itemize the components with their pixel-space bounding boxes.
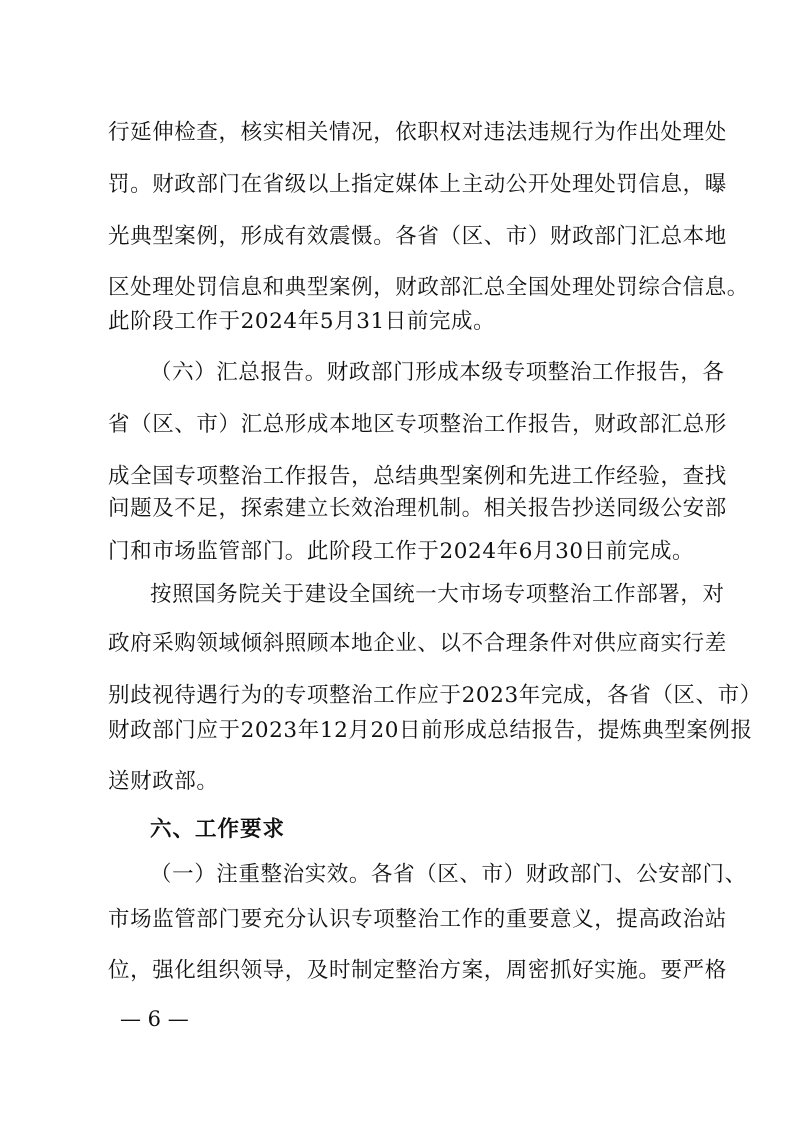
paragraph-line: 罚。财政部门在省级以上指定媒体上主动公开处理处罚信息，曝	[108, 172, 727, 197]
paragraph-line: 光典型案例，形成有效震慑。各省（区、市）财政部门汇总本地	[108, 224, 727, 249]
section-heading: 六、工作要求	[150, 817, 286, 842]
paragraph-line: （一）注重整治实效。各省（区、市）财政部门、公安部门、	[150, 862, 747, 887]
paragraph-line: 省（区、市）汇总形成本地区专项整治工作报告，财政部汇总形	[108, 412, 727, 437]
paragraph-line: 门和市场监管部门。此阶段工作于2024年6月30日前完成。	[108, 539, 695, 564]
paragraph-line: 行延伸检查，核实相关情况，依职权对违法违规行为作出处理处	[108, 120, 727, 145]
paragraph-line: 此阶段工作于2024年5月31日前完成。	[108, 309, 496, 334]
paragraph-line: 送财政部。	[108, 769, 219, 794]
paragraph-line: 成全国专项整治工作报告，总结典型案例和先进工作经验，查找	[108, 464, 727, 489]
paragraph-line: 按照国务院关于建设全国统一大市场专项整治工作部署，对	[150, 582, 725, 607]
paragraph-line: （六）汇总报告。财政部门形成本级专项整治工作报告，各	[150, 360, 725, 385]
paragraph-line: 政府采购领域倾斜照顾本地企业、以不合理条件对供应商实行差	[108, 631, 727, 656]
page-number: — 6 —	[120, 1007, 189, 1031]
paragraph-line: 区处理处罚信息和典型案例，财政部汇总全国处理处罚综合信息。	[108, 275, 749, 300]
paragraph-line: 问题及不足，探索建立长效治理机制。相关报告抄送同级公安部	[108, 496, 727, 521]
paragraph-line: 财政部门应于2023年12月20日前形成总结报告，提炼典型案例报	[108, 718, 753, 743]
paragraph-line: 位，强化组织领导，及时制定整治方案，周密抓好实施。要严格	[108, 958, 727, 983]
paragraph-line: 市场监管部门要充分认识专项整治工作的重要意义，提高政治站	[108, 907, 727, 932]
paragraph-line: 别歧视待遇行为的专项整治工作应于2023年完成，各省（区、市）	[108, 683, 762, 708]
